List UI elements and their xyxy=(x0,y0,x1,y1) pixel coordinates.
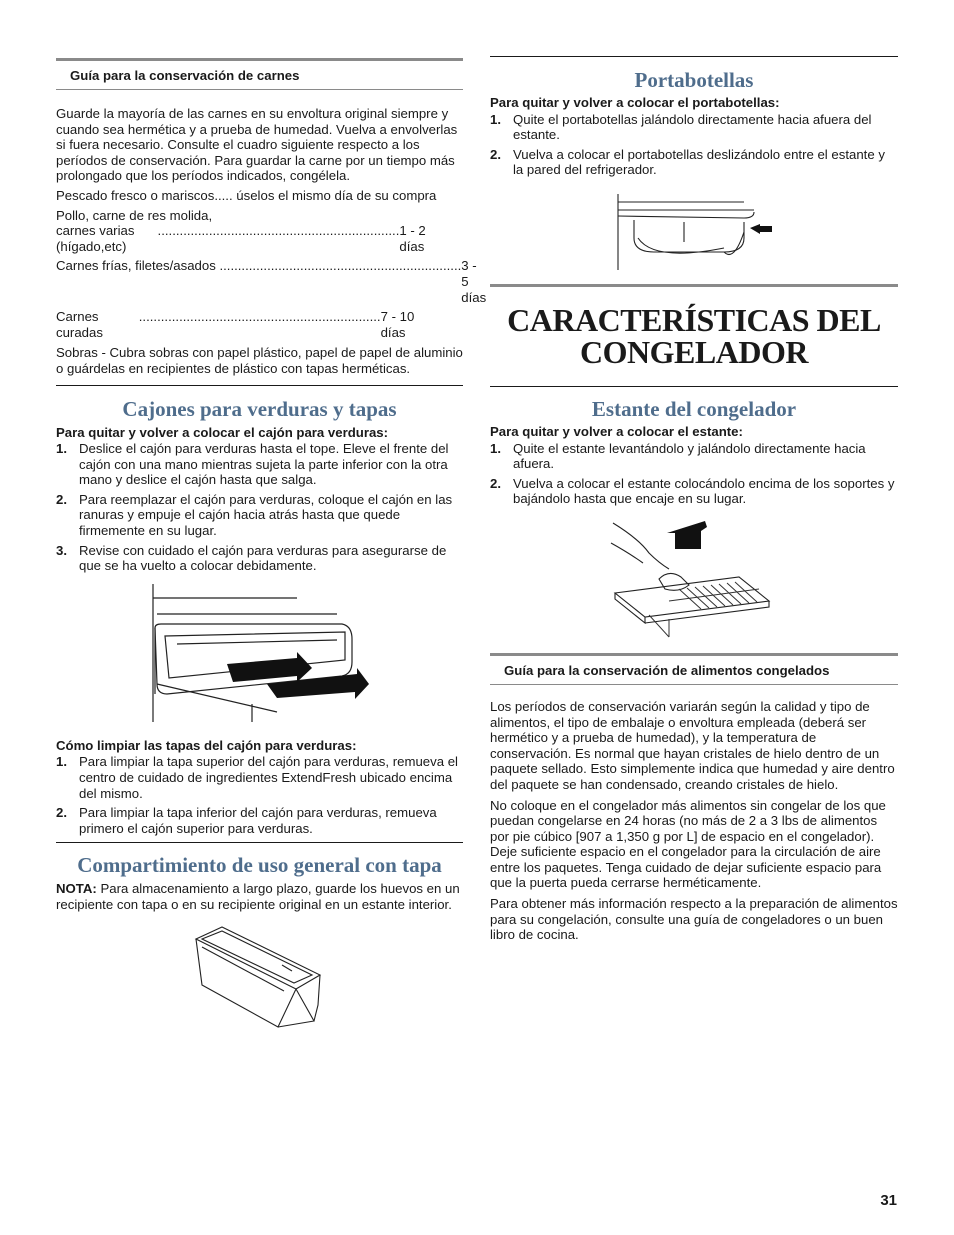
leftovers-text: Sobras - Cubra sobras con papel plástico, papel de papel de aluminio o guárdelas en recipientes de plástico con tapas herméticas. xyxy=(56,345,463,376)
chicken-line: Pollo, carne de res molida, xyxy=(56,207,213,223)
crisper-drawer-illustration xyxy=(147,584,372,724)
list-item: 3. Revise con cuidado el cajón para verduras para asegurarse de que se ha vuelto a colocar debidamente. xyxy=(56,542,447,574)
storage-row-cold xyxy=(56,258,487,305)
list-item: 2. Para limpiar la tapa inferior del cajón para verduras, remueva primero el cajón superior para verduras. xyxy=(56,805,437,836)
fish-line: Pescado fresco o mariscos..... úselos el mismo día de su compra xyxy=(56,187,437,203)
dot-leader: .................................................................. xyxy=(219,258,462,274)
storage-label: carnes varias (hígado,etc) xyxy=(56,223,135,254)
frozen-guide-p2: No coloque en el congelador más alimentos sin congelar de los que puedan congelarse en 24 horas (no más de 2 a 3 lbs de alimentos por pie cúbico [907 a 1,350 g por L] de espacio en el congelador). Deje suficiente espacio en el congelador para la circulación de aire entre los paquetes. Tenga cuidado de dejar suficiente espacio para que la puerta pueda cerrarse herméticamente. xyxy=(490,797,886,891)
list-item: 1. Quite el portabotellas jalándolo directamente hacia afuera del estante. xyxy=(490,111,872,143)
left-column xyxy=(56,58,487,1030)
divider xyxy=(490,386,898,387)
list-item: 1. Para limpiar la tapa superior del cajón para verduras, remueva el centro de cuidado de ingredientes ExtendFresh ubicado encima del mismo. xyxy=(56,754,458,801)
list-item: 2. Vuelva a colocar el portabotellas deslizándolo entre el estante y la pared del refrigerador. xyxy=(490,146,885,178)
storage-row-chicken xyxy=(56,223,436,254)
bottle-steps xyxy=(490,112,898,178)
right-column xyxy=(490,56,898,943)
storage-row-cured xyxy=(56,309,436,340)
storage-label: Carnes curadas xyxy=(56,309,103,340)
utility-note: NOTA: Para almacenamiento a largo plazo, guarde los huevos en un recipiente con tapa o en su recipiente original en un estante interior. xyxy=(56,881,460,912)
freezer-shelf-steps xyxy=(490,441,898,507)
bottle-title: Portabotellas xyxy=(634,68,754,92)
freezer-features-title: CARACTERÍSTICAS DEL CONGELADOR xyxy=(507,301,881,370)
freezer-shelf-title: Estante del congelador xyxy=(591,396,797,421)
storage-value: 3 - 5 días xyxy=(461,258,487,305)
list-item: 1. Deslice el cajón para verduras hasta el tope. Eleve el frente del cajón con una mano mientras sujeta la parte inferior con la otra mano y deslice el cajón hasta que salga. xyxy=(56,441,449,488)
bottle-subheading: Para quitar y volver a colocar el portabotellas: xyxy=(490,95,780,110)
utility-title: Compartimiento de uso general con tapa xyxy=(77,853,442,878)
divider xyxy=(490,56,898,57)
page-number: 31 xyxy=(880,1192,897,1209)
list-item: 1. Quite el estante levantándolo y jalándolo directamente hacia afuera. xyxy=(490,440,866,472)
crisper-steps xyxy=(56,441,463,574)
divider xyxy=(56,385,463,386)
crisper-subheading: Para quitar y volver a colocar el cajón para verduras: xyxy=(56,424,389,440)
divider xyxy=(56,842,463,843)
list-item: 2. Para reemplazar el cajón para verduras, coloque el cajón en las ranuras y empuje el cajón hacia atrás hasta que quede firmemente en su lugar. xyxy=(56,491,453,539)
freezer-shelf-subheading: Para quitar y volver a colocar el estante: xyxy=(490,423,743,439)
storage-value: 1 - 2 días xyxy=(399,223,426,254)
freezer-shelf-illustration xyxy=(609,519,779,639)
list-item: 2. Vuelva a colocar el estante colocándolo encima de los soportes y bajándolo hasta que encaje en su lugar. xyxy=(490,475,895,507)
storage-value: 7 - 10 días xyxy=(380,309,415,340)
meat-guide-intro: Guarde la mayoría de las carnes en su envoltura original siempre y cuando sea hermética y a prueba de humedad. Vuelva a envolverlas si fuera necesario. Consulte el cuadro siguiente respecto a los períodos de conservación. Para guardar la carne por un tiempo más prolongado que los períodos indicados, congélela. xyxy=(56,106,458,184)
bottle-rack-illustration xyxy=(614,192,774,270)
crisper-title: Cajones para verduras y tapas xyxy=(122,396,397,421)
storage-label: Carnes frías, filetes/asados xyxy=(56,258,220,274)
dot-leader: .................................................................. xyxy=(157,223,400,239)
frozen-guide-heading: Guía para la conservación de alimentos congelados xyxy=(490,653,898,685)
clean-subheading: Cómo limpiar las tapas del cajón para verduras: xyxy=(56,737,357,753)
meat-guide-heading: Guía para la conservación de carnes xyxy=(56,58,463,90)
frozen-guide-p3: Para obtener más información respecto a la preparación de alimentos para su congelación, consulte una guía de congeladores o un buen libro de cocina. xyxy=(490,896,898,943)
dot-leader: .................................................................. xyxy=(138,309,381,325)
divider xyxy=(490,284,898,287)
frozen-guide-p1: Los períodos de conservación variarán según la calidad y tipo de alimentos, el tipo de embalaje o envoltura empleada (deberá ser hermético y a prueba de humedad), y la temperatura de conservación. Es normal que hayan cristales de hielo dentro de un paquete sellado. Esto simplemente indica que humedad y aire dentro del paquete se han condensado, creando cristales de hielo. xyxy=(490,698,895,792)
clean-steps xyxy=(56,754,463,836)
utility-bin-illustration xyxy=(192,925,327,1030)
